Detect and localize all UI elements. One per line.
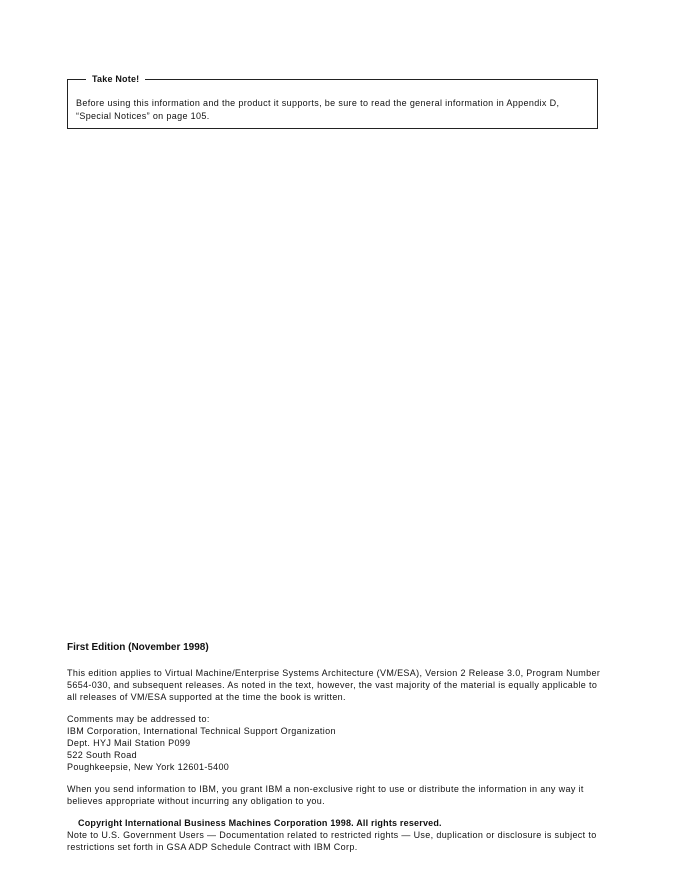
government-users-note: Note to U.S. Government Users — Documentation related to restricted rights — Use, duplication or disclosure is subject to restrictions set forth in GSA ADP Schedule Contract with IBM Corp. (67, 830, 597, 852)
comments-address-block (67, 713, 601, 773)
address-street: 522 South Road (67, 750, 137, 760)
grant-statement: When you send information to IBM, you grant IBM a non-exclusive right to use or distribute the information in any way it believes appropriate without incurring any obligation to you. (67, 784, 584, 806)
address-organization: IBM Corporation, International Technical Support Organization (67, 726, 336, 736)
address-department: Dept. HYJ Mail Station P099 (67, 738, 191, 748)
edition-text: This edition applies to Virtual Machine/Enterprise Systems Architecture (VM/ESA), Version 2 Release 3.0, Program Number 5654-030, and subsequent releases. As noted in the text, however, the vast majority of the material is equally applicable to all releases of VM/ESA supported at the time the book is written. (67, 668, 601, 702)
take-note-title: Take Note! (86, 73, 145, 86)
copyright-notice: Copyright International Business Machines Corporation 1998. All rights reserved. (78, 818, 442, 828)
take-note-text: Before using this information and the product it supports, be sure to read the general information in Appendix D, “Special Notices” on page 105. (76, 98, 560, 121)
comments-line: Comments may be addressed to: (67, 714, 210, 724)
edition-heading: First Edition (November 1998) (67, 642, 209, 653)
edition-notice-section (67, 641, 601, 853)
address-city: Poughkeepsie, New York 12601-5400 (67, 762, 230, 772)
take-note-box (67, 74, 598, 129)
